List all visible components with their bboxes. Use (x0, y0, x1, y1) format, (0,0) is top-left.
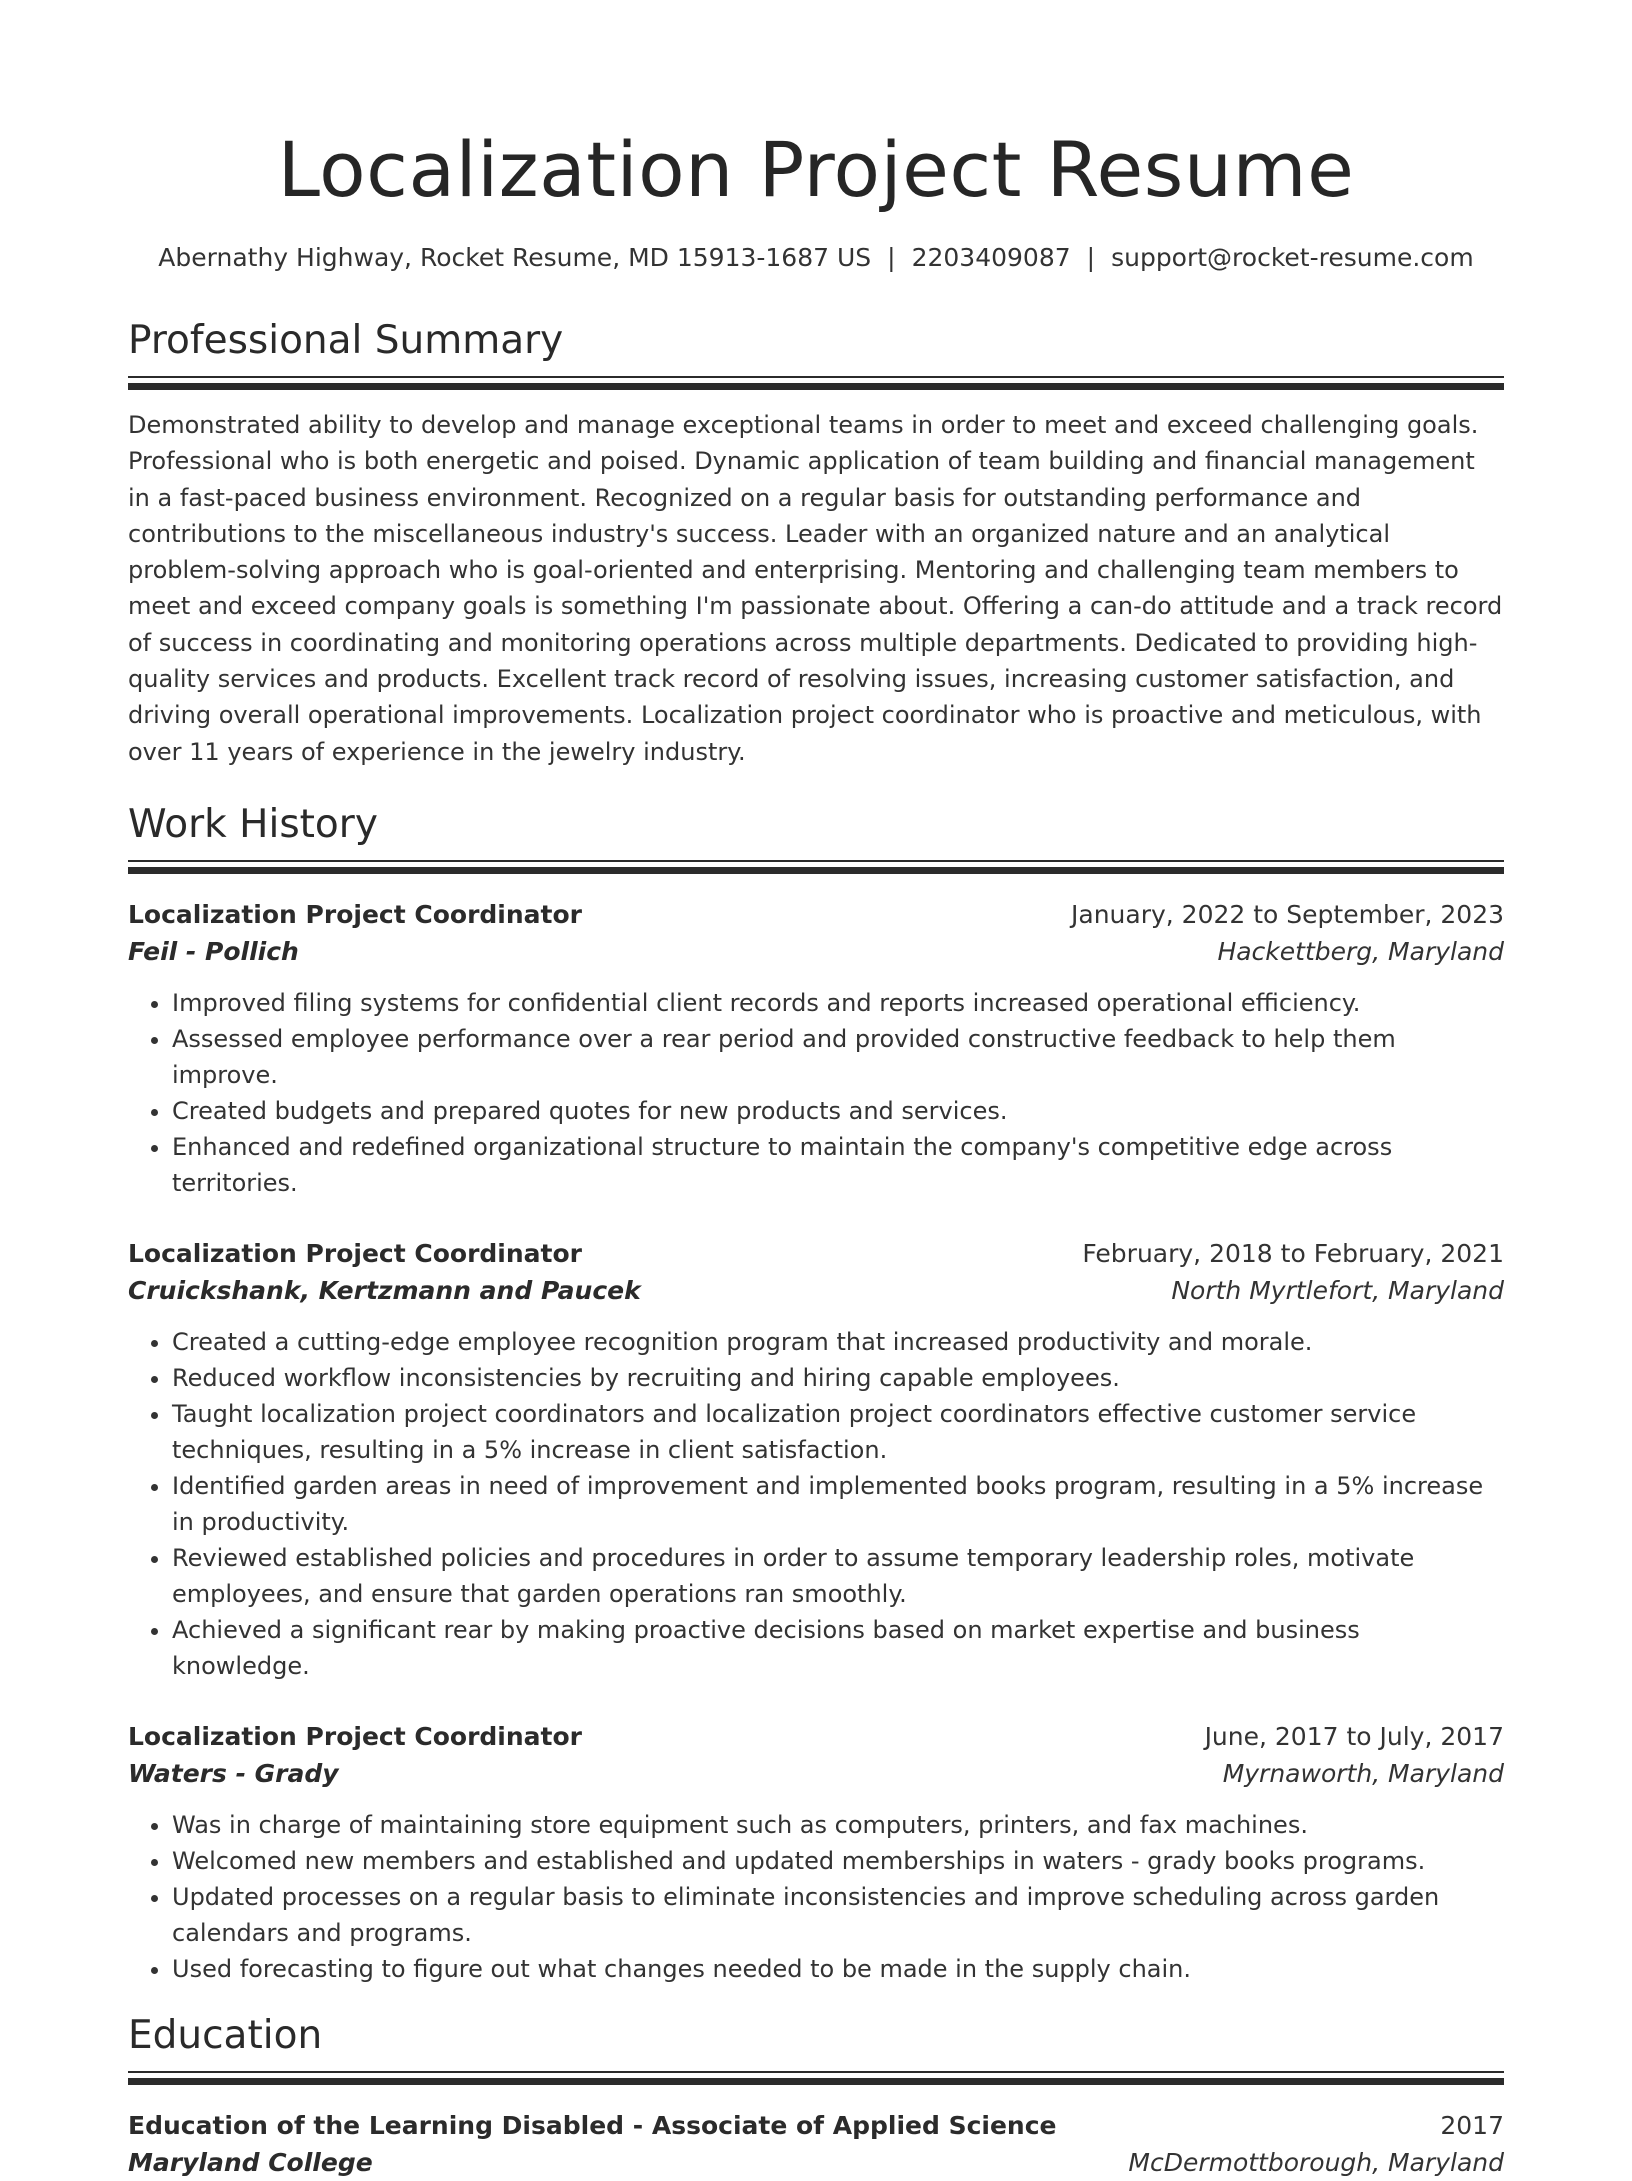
job-bullet: • Achieved a significant rear by making proactive decisions based on market expertise and business knowledge. (172, 1612, 1504, 1684)
job-bullet: • Created a cutting-edge employee recognition program that increased productivity and morale. (172, 1324, 1504, 1360)
resume-title: Localization Project Resume (277, 125, 1355, 214)
school-location: McDermottborough, Maryland (1128, 2147, 1504, 2177)
section-heading-education: Education (128, 2012, 323, 2058)
professional-summary-section (128, 316, 1504, 770)
job-title: Localization Project Coordinator (128, 1238, 582, 1268)
company-name: Waters - Grady (128, 1758, 339, 1788)
contact-separator: | (887, 243, 896, 272)
degree-name: Education of the Learning Disabled - Associate of Applied Science (128, 2110, 1057, 2140)
job-bullet: • Updated processes on a regular basis to eliminate inconsistencies and improve scheduling across garden calendars and programs. (172, 1879, 1504, 1951)
job-entry (128, 1235, 1504, 1684)
job-dates: June, 2017 to July, 2017 (1204, 1721, 1504, 1751)
job-entry (128, 896, 1504, 1201)
contact-separator: | (1086, 243, 1096, 272)
education-section (128, 2011, 1504, 2181)
job-location: Hackettberg, Maryland (1217, 936, 1504, 966)
job-bullets (128, 1324, 1504, 1684)
job-bullets (128, 985, 1504, 1201)
job-bullet: • Improved filing systems for confidential client records and reports increased operational efficiency. (172, 985, 1504, 1021)
contact-line (128, 240, 1504, 276)
job-bullet: • Welcomed new members and established and updated memberships in waters - grady books programs. (172, 1843, 1504, 1879)
job-bullet: • Reduced workflow inconsistencies by recruiting and hiring capable employees. (172, 1360, 1504, 1396)
section-divider (128, 376, 1504, 390)
job-bullets (128, 1807, 1504, 1987)
job-bullet: • Identified garden areas in need of improvement and implemented books program, resulting in a 5% increase in productivity. (172, 1468, 1504, 1540)
work-history-section (128, 800, 1504, 1987)
job-dates: February, 2018 to February, 2021 (1082, 1238, 1504, 1268)
job-title: Localization Project Coordinator (128, 899, 582, 929)
section-divider (128, 860, 1504, 874)
job-bullet: • Reviewed established policies and procedures in order to assume temporary leadership roles, motivate employees, and ensure that garden operations ran smoothly. (172, 1540, 1504, 1612)
job-location: North Myrtlefort, Maryland (1171, 1275, 1504, 1305)
job-entry (128, 1718, 1504, 1987)
section-heading-summary: Professional Summary (128, 318, 564, 363)
company-name: Feil - Pollich (128, 936, 299, 966)
school-name: Maryland College (128, 2147, 373, 2177)
section-heading-work-history: Work History (128, 801, 378, 847)
graduation-year: 2017 (1440, 2110, 1504, 2140)
job-location: Myrnaworth, Maryland (1222, 1758, 1504, 1788)
job-bullet: • Assessed employee performance over a rear period and provided constructive feedback to help them improve. (172, 1021, 1504, 1093)
job-bullet: • Taught localization project coordinators and localization project coordinators effective customer service techniques, resulting in a 5% increase in client satisfaction. (172, 1396, 1504, 1468)
section-divider (128, 2071, 1504, 2085)
summary-text: Demonstrated ability to develop and manage exceptional teams in order to meet and exceed challenging goals. Professional who is both energetic and poised. Dynamic application of team building and financial management in a fast-paced business environment. Recognized on a regular basis for outstanding performance and contributions to the miscellaneous industry's success. Leader with an organized nature and an analytical problem-solving approach who is goal-oriented and enterprising. Mentoring and challenging team members to meet and exceed company goals is something I'm passionate about. Offering a can-do attitude and a track record of success in coordinating and monitoring operations across multiple departments. Dedicated to providing high-quality services and products. Excellent track record of resolving issues, increasing customer satisfaction, and driving overall operational improvements. Localization project coordinator who is proactive and meticulous, with over 11 years of experience in the jewelry industry. (128, 411, 1503, 766)
job-bullet: • Was in charge of maintaining store equipment such as computers, printers, and fax machines. (172, 1807, 1504, 1843)
contact-address: Abernathy Highway, Rocket Resume, MD 15913-1687 US (158, 243, 872, 272)
job-title: Localization Project Coordinator (128, 1721, 582, 1751)
education-entry (128, 2107, 1504, 2181)
job-bullet: • Created budgets and prepared quotes for new products and services. (172, 1093, 1504, 1129)
job-bullet: • Used forecasting to figure out what changes needed to be made in the supply chain. (172, 1951, 1504, 1987)
contact-email: support@rocket-resume.com (1111, 243, 1474, 272)
job-dates: January, 2022 to September, 2023 (1071, 899, 1504, 929)
contact-phone: 2203409087 (911, 243, 1071, 272)
job-bullet: • Enhanced and redefined organizational structure to maintain the company's competitive edge across territories. (172, 1129, 1504, 1201)
company-name: Cruickshank, Kertzmann and Paucek (128, 1275, 641, 1305)
